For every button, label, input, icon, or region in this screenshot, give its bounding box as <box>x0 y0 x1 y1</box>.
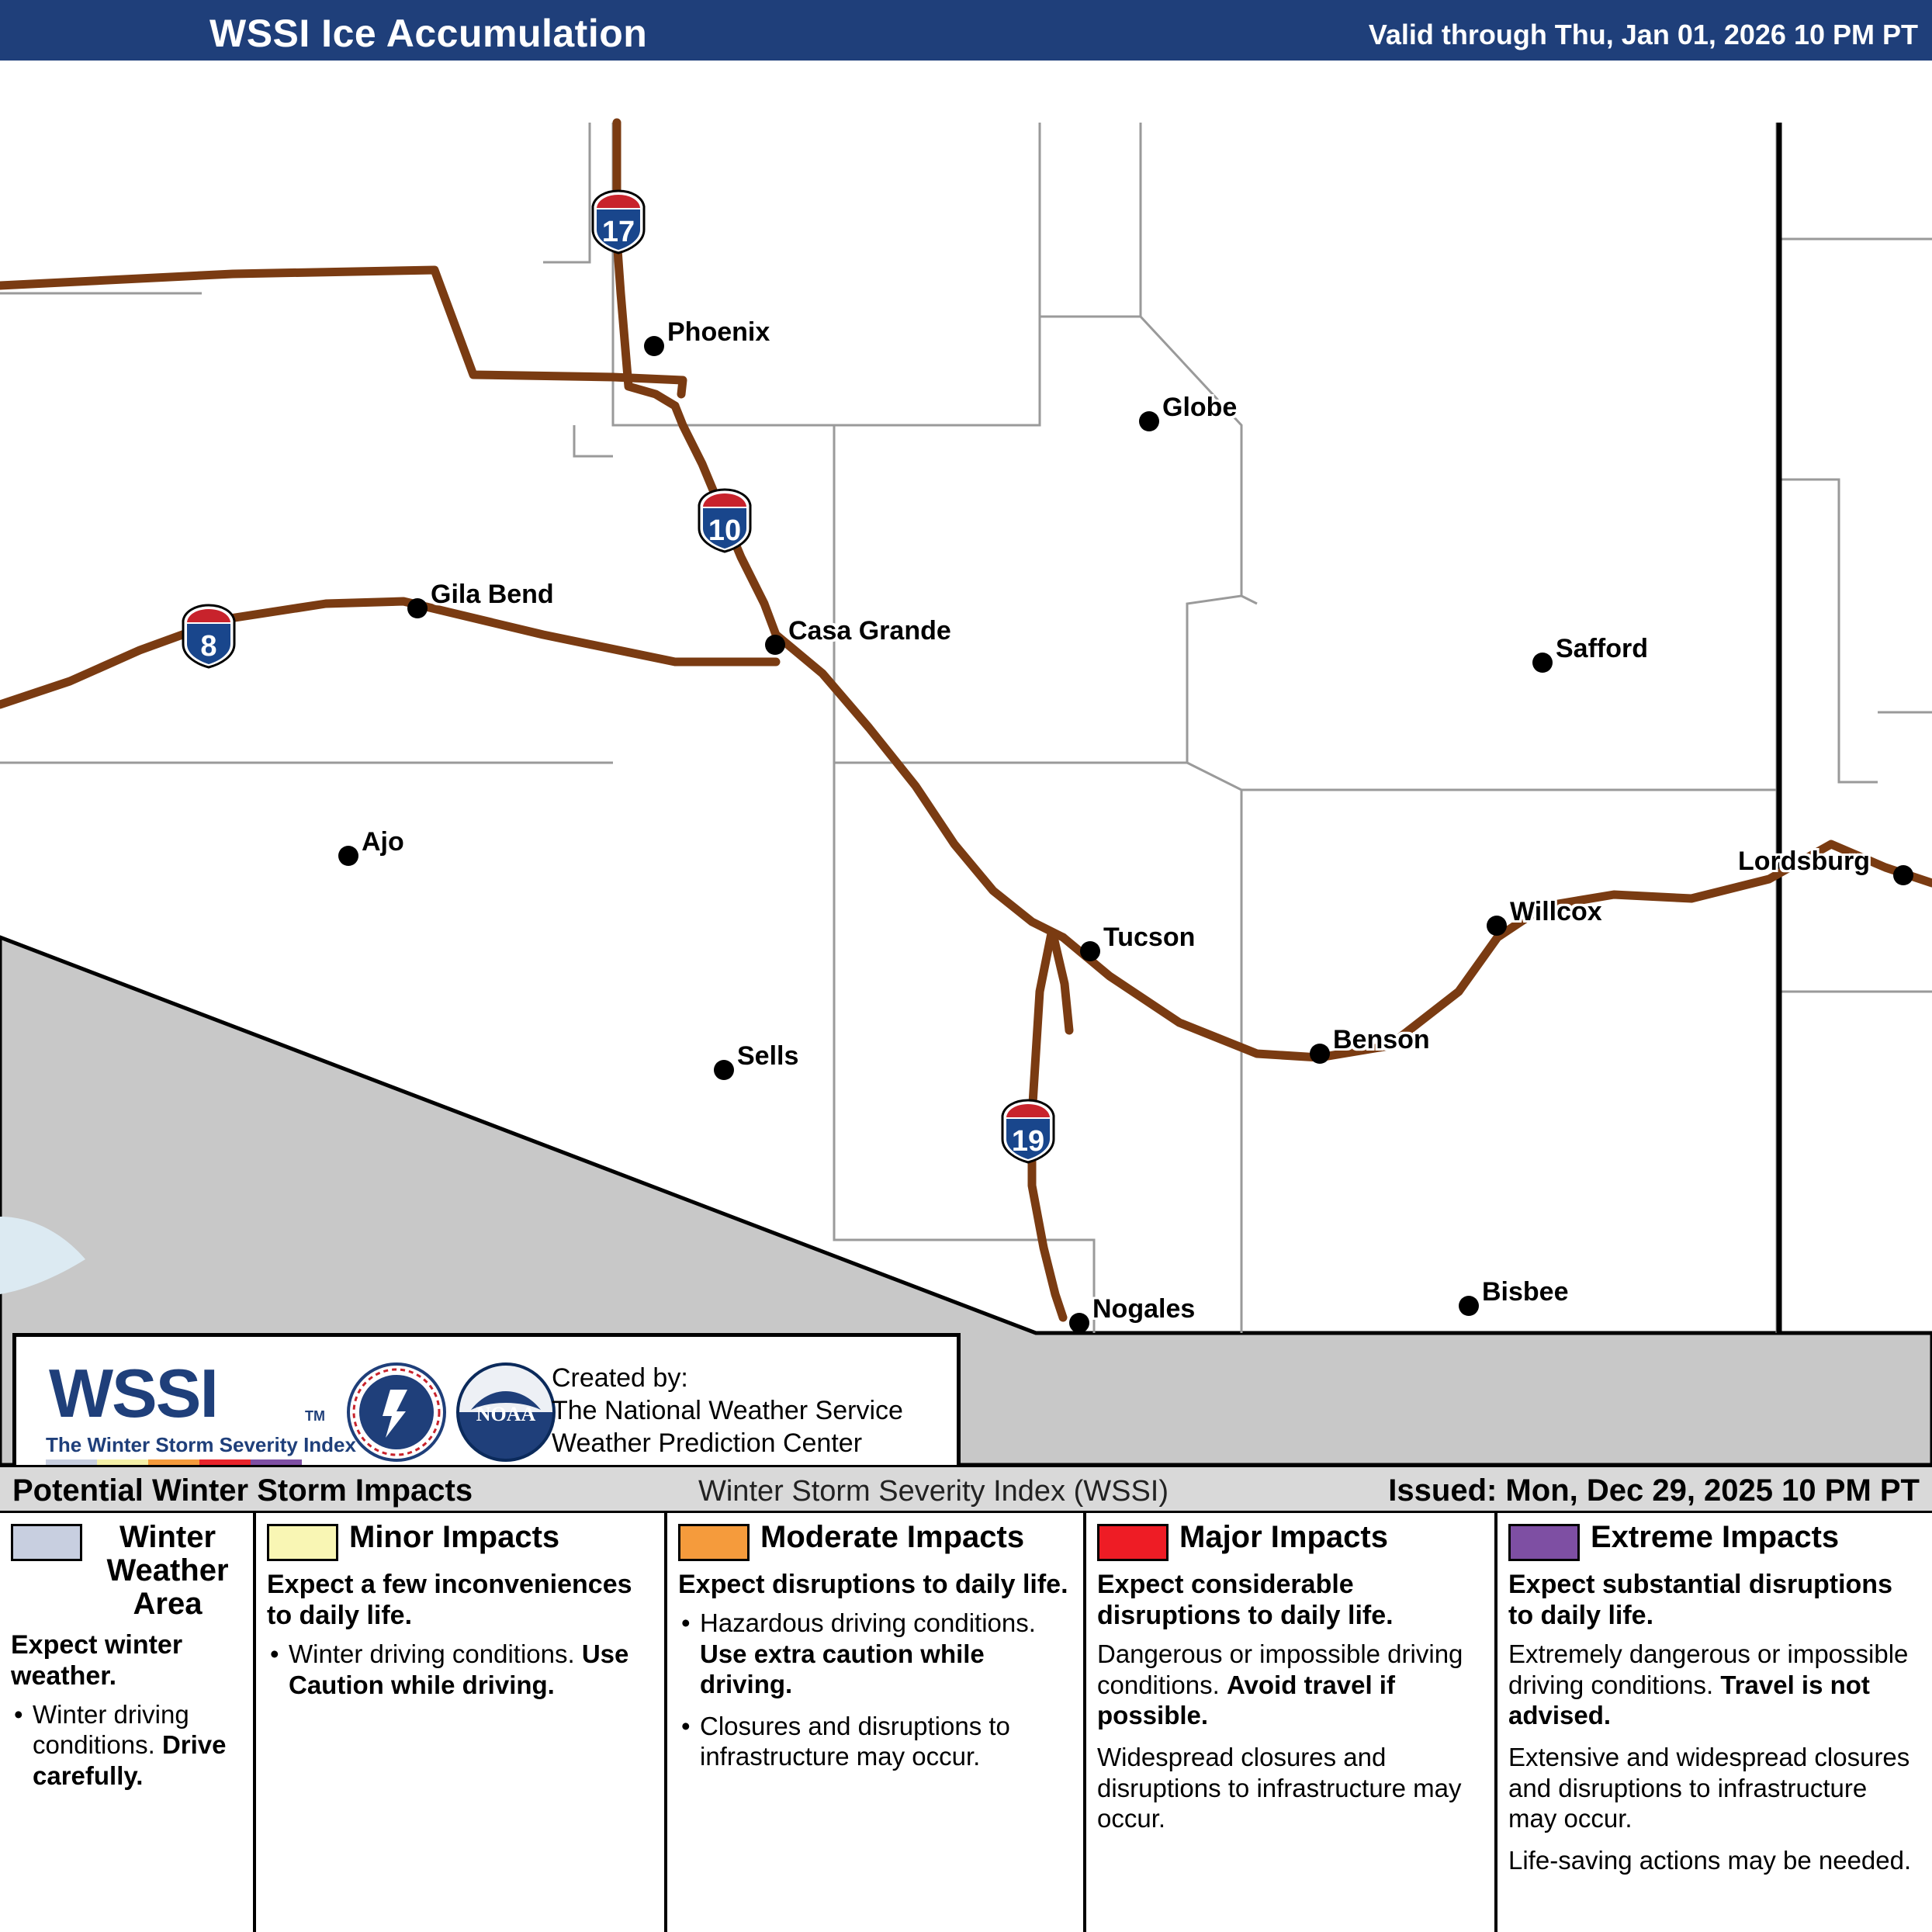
legend-bullet: • Winter driving conditions. Use Caution while driving. <box>267 1639 653 1700</box>
wssi-wordmark: WSSI <box>49 1355 217 1432</box>
wssi-color-scale <box>46 1459 302 1465</box>
legend-bullet: • Closures and disruptions to infrastructure may occur. <box>678 1711 1072 1772</box>
city-label: Gila Bend <box>431 580 554 609</box>
wssi-logo-box <box>12 1333 961 1465</box>
legend-title: Moderate Impacts <box>760 1520 1025 1554</box>
city-label: Ajo <box>362 827 404 857</box>
legend-column-extreme-impacts <box>1497 1513 1932 1932</box>
legend-paragraph: Extremely dangerous or impossible driving conditions. Travel is not advised. <box>1508 1639 1909 1730</box>
interstate-shield-8 <box>180 604 237 669</box>
interstate-number: 8 <box>200 630 217 663</box>
legend-paragraph: Life-saving actions may be needed. <box>1508 1845 1912 1875</box>
legend-summary: Expect substantial disruptions to daily life. <box>1508 1570 1892 1631</box>
legend-swatch-minor-impacts <box>267 1524 338 1561</box>
legend-column-winter-weather-area <box>0 1513 256 1932</box>
city-label: Safford <box>1556 634 1648 663</box>
wssi-subtitle: The Winter Storm Severity Index <box>46 1433 356 1456</box>
city-dot <box>407 598 428 618</box>
created-by-line-3: Weather Prediction Center <box>552 1428 863 1459</box>
legend-swatch-major-impacts <box>1097 1524 1169 1561</box>
nws-seal-icon <box>342 1354 451 1465</box>
legend-bullet: • Winter driving conditions. Drive carefully. <box>11 1699 242 1792</box>
city-dot <box>1459 1296 1479 1316</box>
legend-paragraph: Dangerous or impossible driving conditions. Avoid travel if possible. <box>1097 1639 1463 1730</box>
legend-summary: Expect a few inconveniences to daily life. <box>267 1570 632 1631</box>
trademark-mark: TM <box>305 1408 325 1424</box>
city-label: Sells <box>737 1041 799 1071</box>
legend-title: Extreme Impacts <box>1591 1520 1840 1554</box>
legend-bullets <box>11 1699 242 1792</box>
city-label: Benson <box>1333 1025 1430 1054</box>
legend-swatch-extreme-impacts <box>1508 1524 1580 1561</box>
legend-column-major-impacts <box>1086 1513 1497 1932</box>
interstate-shield-10 <box>696 488 753 553</box>
legend-column-moderate-impacts <box>667 1513 1086 1932</box>
city-label: Willcox <box>1510 897 1602 926</box>
city-dot <box>644 336 664 356</box>
city-label: Casa Grande <box>788 616 951 646</box>
city-dot <box>338 846 358 866</box>
created-by-block <box>552 1362 903 1459</box>
legend-bullets <box>1097 1639 1484 1834</box>
city-dot <box>1532 653 1553 673</box>
legend <box>0 1513 1932 1932</box>
map-canvas[interactable] <box>0 61 1932 1465</box>
legend-swatch-moderate-impacts <box>678 1524 750 1561</box>
city-dot <box>1310 1044 1330 1064</box>
legend-title: Winter Weather Area <box>106 1520 229 1622</box>
legend-column-minor-impacts <box>256 1513 667 1932</box>
impacts-bar-subtitle: Winter Storm Severity Index (WSSI) <box>698 1475 1169 1508</box>
city-dot <box>1893 865 1913 885</box>
page-title: WSSI Ice Accumulation <box>209 12 648 55</box>
map-geography <box>0 61 1932 1465</box>
city-label: Globe <box>1162 393 1238 422</box>
created-by-line-1: Created by: <box>552 1363 688 1393</box>
interstate-number: 19 <box>1011 1125 1045 1158</box>
legend-bullets <box>1508 1639 1921 1875</box>
legend-summary: Expect winter weather. <box>11 1629 183 1691</box>
interstate-number: 10 <box>708 514 742 547</box>
city-label: Lordsburg <box>1738 847 1870 876</box>
svg-text:NOAA: NOAA <box>476 1403 536 1425</box>
legend-paragraph: Widespread closures and disruptions to infrastructure may occur. <box>1097 1743 1462 1833</box>
legend-title: Minor Impacts <box>349 1520 560 1554</box>
city-dot <box>714 1060 734 1080</box>
legend-summary: Expect disruptions to daily life. <box>678 1570 1068 1599</box>
legend-title: Major Impacts <box>1179 1520 1388 1554</box>
impacts-bar-title: Potential Winter Storm Impacts <box>12 1473 473 1508</box>
interstate-shield-19 <box>999 1099 1057 1164</box>
city-dot <box>1487 916 1507 936</box>
issued-text: Issued: Mon, Dec 29, 2025 10 PM PT <box>1388 1473 1920 1508</box>
city-label: Phoenix <box>667 317 770 347</box>
legend-swatch-winter-weather-area <box>11 1524 82 1561</box>
city-dot <box>1080 941 1100 961</box>
city-dot <box>765 635 785 655</box>
impacts-bar <box>0 1465 1932 1513</box>
legend-bullets <box>678 1608 1072 1772</box>
noaa-seal-icon <box>448 1354 564 1465</box>
city-label: Bisbee <box>1482 1277 1569 1307</box>
created-by-line-2: The National Weather Service <box>552 1396 903 1426</box>
city-label: Nogales <box>1092 1294 1196 1324</box>
interstate-shield-17 <box>590 189 647 254</box>
legend-bullets <box>267 1639 653 1700</box>
legend-bullet: • Hazardous driving conditions. Use extra caution while driving. <box>678 1608 1072 1700</box>
legend-summary: Expect considerable disruptions to daily life. <box>1097 1570 1394 1631</box>
valid-through-text: Valid through Thu, Jan 01, 2026 10 PM PT <box>1368 19 1918 50</box>
city-dot <box>1139 411 1159 431</box>
interstate-number: 17 <box>601 216 635 248</box>
page-header <box>0 0 1932 61</box>
city-label: Tucson <box>1103 923 1196 952</box>
legend-paragraph: Extensive and widespread closures and disruptions to infrastructure may occur. <box>1508 1743 1910 1833</box>
city-dot <box>1069 1313 1089 1333</box>
